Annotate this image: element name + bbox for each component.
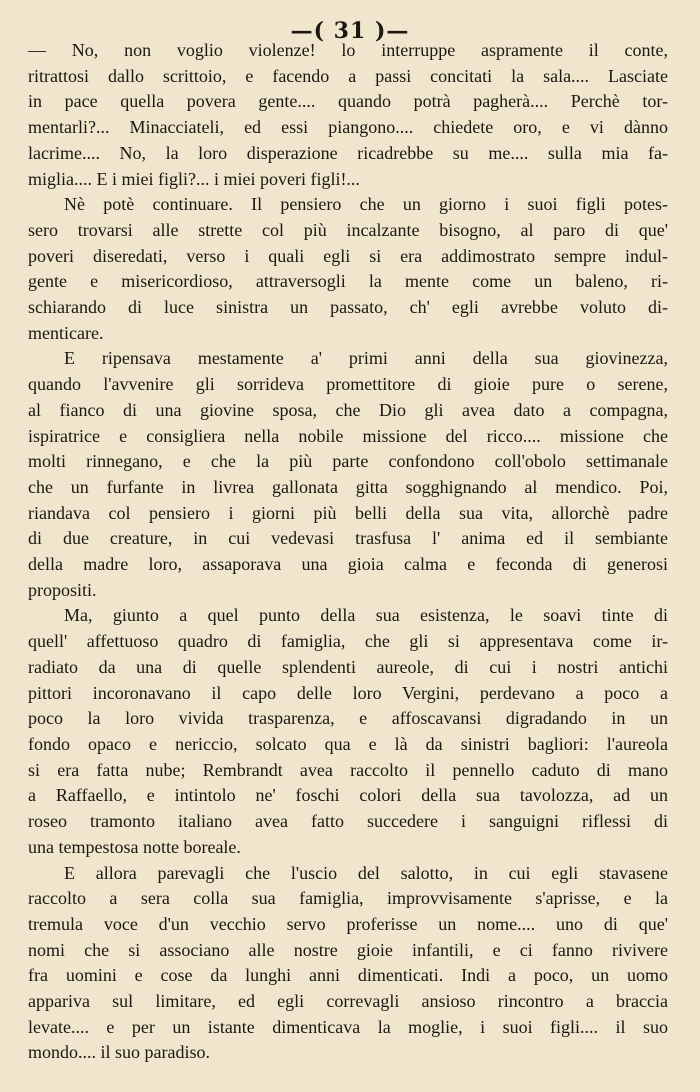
text-line: mentarli?... Minacciateli, ed essi piangono.... chiedete oro, e vi dànno	[28, 117, 668, 138]
text-line: sero trovarsi alle strette col più incalzante bisogno, al paro di que'	[28, 219, 668, 240]
text-line: radiato da una di quelle splendenti aureole, di cui i nostri antichi	[28, 656, 668, 677]
text-line: schiarando di luce sinistra un passato, ch' egli avrebbe voluto di-	[28, 297, 668, 318]
text-line: quell' affettuoso quadro di famiglia, che gli si appresentava come ir-	[28, 631, 668, 652]
text-line: levate.... e per un istante dimenticava la moglie, i suoi figli.... il suo	[28, 1016, 668, 1037]
text-line: quando l'avvenire gli sorrideva promettitore di gioie pure o serene,	[28, 374, 668, 395]
paragraph-4	[28, 603, 668, 860]
text-line: nomi che si associano alle nostre gioie infantili, e ci fanno rivivere	[28, 939, 668, 960]
text-line: fra uomini e cose da lunghi anni dimenticati. Indi a poco, un uomo	[28, 965, 668, 986]
text-line: tremula voce d'un vecchio servo proferisse un nome.... uno di que'	[28, 913, 668, 934]
text-line: mondo.... il suo paradiso.	[28, 1042, 210, 1063]
text-line: poveri diseredati, verso i quali egli si era addimostrato sempre indul-	[28, 245, 668, 266]
paragraph-2	[28, 192, 668, 346]
text-line: Nè potè continuare. Il pensiero che un giorno i suoi figli potes-	[64, 194, 668, 215]
text-line: menticare.	[28, 322, 104, 343]
text-line: della madre loro, assaporava una gioia calma e feconda di generosi	[28, 554, 668, 575]
text-line: roseo tramonto italiano avea fatto succedere i sanguigni riflessi di	[28, 811, 668, 832]
paragraph-3	[28, 346, 668, 603]
text-line: lacrime.... No, la loro disperazione ricadrebbe su me.... sulla mia fa-	[28, 142, 668, 163]
text-line: raccolto a sera colla sua famiglia, improvvisamente s'aprisse, e la	[28, 888, 668, 909]
text-line: ispiratrice e consigliera nella nobile missione del ricco.... missione che	[28, 425, 668, 446]
paragraph-5	[28, 861, 668, 1067]
body-text	[28, 38, 668, 1066]
text-line: che un furfante in livrea gallonata gitta sogghignando al mendico. Poi,	[28, 476, 668, 497]
text-line: miglia.... E i miei figli?... i miei poveri figli!...	[28, 168, 360, 189]
text-line: molti rinnegano, e che la più parte confondono coll'obolo settimanale	[28, 451, 668, 472]
text-line: pittori incoronavano il capo delle loro Vergini, perdevano a poco a	[28, 682, 668, 703]
page-number: —( 31 )—	[290, 18, 410, 44]
text-line: a Raffaello, e intintolo ne' foschi colori della sua tavolozza, ad un	[28, 785, 668, 806]
paragraph-1	[28, 38, 668, 192]
text-line: poco la loro vivida trasparenza, e affoscavansi digradando in un	[28, 708, 668, 729]
text-line: fondo opaco e nericcio, solcato qua e là da sinistri bagliori: l'aureola	[28, 733, 668, 754]
text-line: in pace quella povera gente.... quando potrà pagherà.... Perchè tor-	[28, 91, 668, 112]
text-line: una tempestosa notte boreale.	[28, 836, 241, 857]
text-line: E ripensava mestamente a' primi anni della sua giovinezza,	[64, 348, 668, 369]
text-line: gente e misericordioso, attraversogli la mente come un baleno, ri-	[28, 271, 668, 292]
text-line: ritrattosi dallo scrittoio, e facendo a passi concitati la sala.... Lasciate	[28, 65, 668, 86]
text-line: riandava col pensiero i giorni più belli della sua vita, allorchè padre	[28, 502, 668, 523]
text-line: — No, non voglio violenze! lo interruppe aspramente il conte,	[28, 40, 668, 60]
text-line: appariva sul limitare, ed egli correvagli ansioso rincontro a braccia	[28, 991, 668, 1012]
text-line: E allora parevagli che l'uscio del salotto, in cui egli stavasene	[64, 862, 668, 883]
text-line: Ma, giunto a quel punto della sua esistenza, le soavi tinte di	[64, 605, 668, 626]
text-line: si era fatta nube; Rembrandt avea raccolto il pennello caduto di mano	[28, 759, 668, 780]
text-line: propositi.	[28, 579, 97, 600]
text-line: di due creature, in cui vedevasi trasfusa l' anima ed il sembiante	[28, 528, 668, 549]
text-line: al fianco di una giovine sposa, che Dio gli avea dato a compagna,	[28, 399, 668, 420]
